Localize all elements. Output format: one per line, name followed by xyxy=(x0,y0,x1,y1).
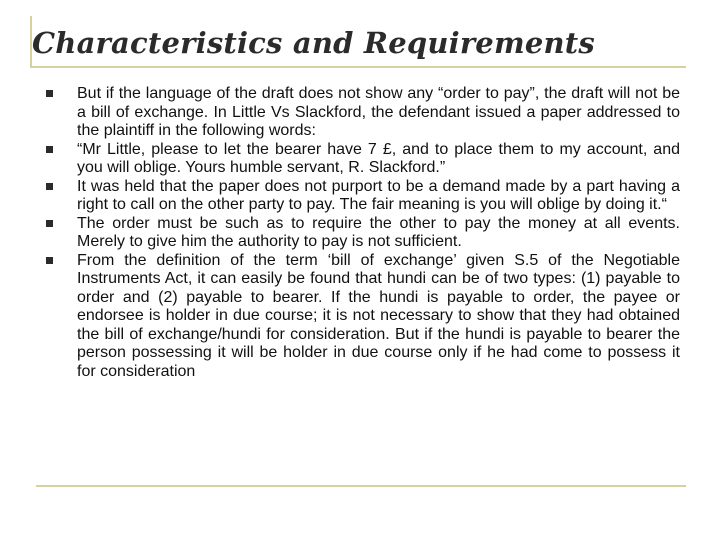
bullet-item xyxy=(46,85,680,141)
square-bullet-icon xyxy=(46,90,53,97)
bullet-text: From the definition of the term ‘bill of exchange’ given S.5 of the Negotiable Instruments Act, it can easily be found that hundi can be of two types: (1) payable to order and (2) payable to bearer. If the hundi is payable to order, the payee or endorsee is holder in due course; it is not necessary to show that they had obtained the bill of exchange/hundi for consideration. But if the hundi is payable to bearer the person possessing it will be holder in due course only if he had come to possess it for consideration xyxy=(77,251,680,380)
square-bullet-icon xyxy=(46,146,53,153)
footer-line xyxy=(36,485,686,487)
bullet-text: It was held that the paper does not purport to be a demand made by a part having a right to call on the other party to pay. The fair meaning is you will oblige by doing it.“ xyxy=(77,177,680,213)
bullet-list xyxy=(46,85,680,381)
square-bullet-icon xyxy=(46,183,53,190)
bullet-item xyxy=(46,178,680,215)
title-underline xyxy=(30,66,686,68)
bullet-text: But if the language of the draft does not show any “order to pay”, the draft will not be a bill of exchange. In Little Vs Slackford, the defendant issued a paper addressed to the plaintiff in the following words: xyxy=(77,85,680,139)
bullet-item xyxy=(46,252,680,382)
bullet-item xyxy=(46,215,680,252)
bullet-item xyxy=(46,141,680,178)
bullet-text: “Mr Little, please to let the bearer have 7 £, and to place them to my account, and you will oblige. Yours humble servant, R. Slackford.” xyxy=(77,140,680,176)
square-bullet-icon xyxy=(46,220,53,227)
square-bullet-icon xyxy=(46,257,53,264)
slide-title: Characteristics and Requirements xyxy=(32,26,595,60)
bullet-text: The order must be such as to require the other to pay the money at all events. Merely to give him the authority to pay is not sufficient. xyxy=(77,214,680,250)
